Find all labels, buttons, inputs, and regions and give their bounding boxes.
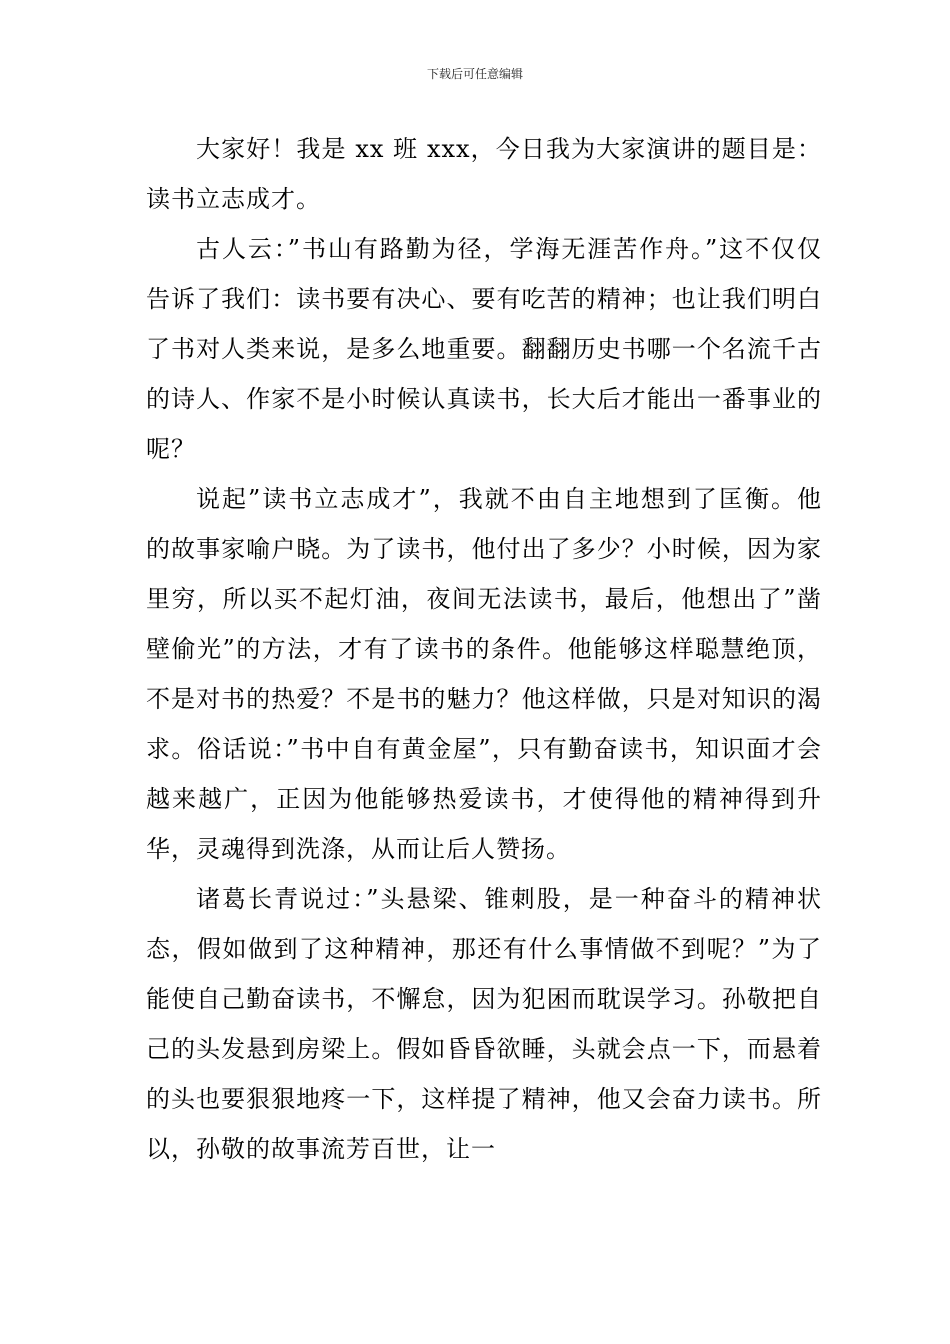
document-body (146, 124, 822, 1174)
paragraph-ancient-saying: 古人云：”书山有路勤为径，学海无涯苦作舟。”这不仅仅告诉了我们：读书要有决心、要有吃苦的精神；也让我们明白了书对人类来说，是多么地重要。翻翻历史书哪一个名流千古的诗人、作家不是小时候认真读书，长大后才能出一番事业的呢？ (146, 235, 822, 463)
header-note: 下载后可任意编辑 (426, 67, 523, 81)
paragraph-sun-jing: 诸葛长青说过：”头悬梁、锥刺股，是一种奋斗的精神状态，假如做到了这种精神，那还有什么事情做不到呢？”为了能使自己勤奋读书，不懈怠，因为犯困而耽误学习。孙敬把自己的头发悬到房梁上。假如昏昏欲睡，头就会点一下，而悬着的头也要狠狠地疼一下，这样提了精神，他又会奋力读书。所以，孙敬的故事流芳百世，让一 (146, 885, 822, 1163)
paragraph-kuang-heng: 说起”读书立志成才”，我就不由自主地想到了匡衡。他的故事家喻户晓。为了读书，他付出了多少？小时候，因为家里穷，所以买不起灯油，夜间无法读书，最后，他想出了”凿壁偷光”的方法，才有了读书的条件。他能够这样聪慧绝顶，不是对书的热爱？不是书的魅力？他这样做，只是对知识的渴求。俗话说：”书中自有黄金屋”，只有勤奋读书，知识面才会越来越广，正因为他能够热爱读书，才使得他的精神得到升华，灵魂得到洗涤，从而让后人赞扬。 (146, 485, 822, 863)
paragraph-greeting: 大家好！我是 xx 班 xxx，今日我为大家演讲的题目是：读书立志成才。 (146, 135, 822, 213)
